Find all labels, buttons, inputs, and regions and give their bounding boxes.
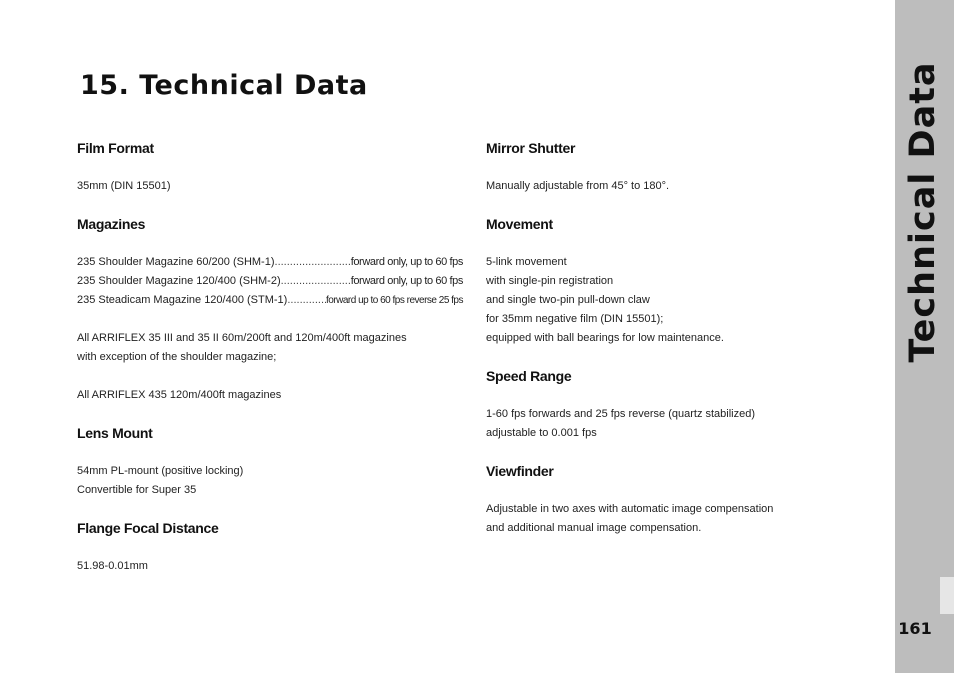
magazine-row (77, 253, 463, 272)
section-film-format (77, 138, 477, 196)
text-line: with single-pin registration (486, 275, 614, 287)
text-line: 1-60 fps forwards and 25 fps reverse (quartz stabilized) (486, 408, 756, 420)
text-line: Adjustable in two axes with automatic image compensation (486, 503, 774, 515)
text-line: and additional manual image compensation. (486, 522, 702, 534)
magazine-name: 235 Steadicam Magazine 120/400 (STM-1) (77, 294, 288, 306)
section-lens-mount (77, 423, 477, 500)
text-line: equipped with ball bearings for low maintenance. (486, 332, 724, 344)
sidebar-title: Technical Data (903, 61, 943, 363)
leader-dots (287, 291, 326, 310)
page-title: 15. Technical Data (80, 70, 368, 101)
magazine-spec: forward only, up to 60 fps (350, 256, 463, 268)
magazine-spec: forward only, up to 60 fps (350, 275, 463, 287)
text-line: All ARRIFLEX 35 III and 35 II 60m/200ft and 120m/400ft magazines (77, 332, 407, 344)
heading-film-format: Film Format (77, 140, 154, 156)
magazine-row (77, 291, 463, 310)
text-line: 54mm PL-mount (positive locking) (77, 465, 244, 477)
text-line: Convertible for Super 35 (77, 484, 197, 496)
heading-movement: Movement (486, 216, 553, 232)
section-flange-focal-distance (77, 518, 477, 576)
text-line: for 35mm negative film (DIN 15501); (486, 313, 664, 325)
leader-dots (275, 253, 351, 272)
left-column (77, 138, 477, 576)
section-mirror-shutter (486, 138, 886, 196)
heading-lens-mount: Lens Mount (77, 425, 153, 441)
text-line: adjustable to 0.001 fps (486, 427, 597, 439)
section-magazines (77, 214, 477, 405)
magazine-name: 235 Shoulder Magazine 120/400 (SHM-2) (77, 275, 281, 287)
right-column (486, 138, 886, 538)
text-line: with exception of the shoulder magazine; (77, 351, 277, 363)
text-line: and single two-pin pull-down claw (486, 294, 650, 306)
text-line: 51.98-0.01mm (77, 560, 148, 572)
heading-flange-focal-distance: Flange Focal Distance (77, 520, 219, 536)
heading-speed-range: Speed Range (486, 368, 572, 384)
section-speed-range (486, 366, 886, 443)
text-line: Manually adjustable from 45° to 180°. (486, 180, 670, 192)
section-movement (486, 214, 886, 348)
text-line: 35mm (DIN 15501) (77, 180, 171, 192)
sidebar-tab-marker (940, 577, 954, 614)
leader-dots (281, 272, 351, 291)
heading-mirror-shutter: Mirror Shutter (486, 140, 576, 156)
heading-magazines: Magazines (77, 216, 146, 232)
magazine-name: 235 Shoulder Magazine 60/200 (SHM-1) (77, 256, 275, 268)
magazine-spec: forward up to 60 fps reverse 25 fps (325, 295, 463, 306)
magazine-row (77, 272, 463, 291)
section-viewfinder (486, 461, 886, 538)
page-number: 161 (898, 619, 932, 638)
text-line: All ARRIFLEX 435 120m/400ft magazines (77, 389, 282, 401)
heading-viewfinder: Viewfinder (486, 463, 554, 479)
text-line: 5-link movement (486, 256, 567, 268)
